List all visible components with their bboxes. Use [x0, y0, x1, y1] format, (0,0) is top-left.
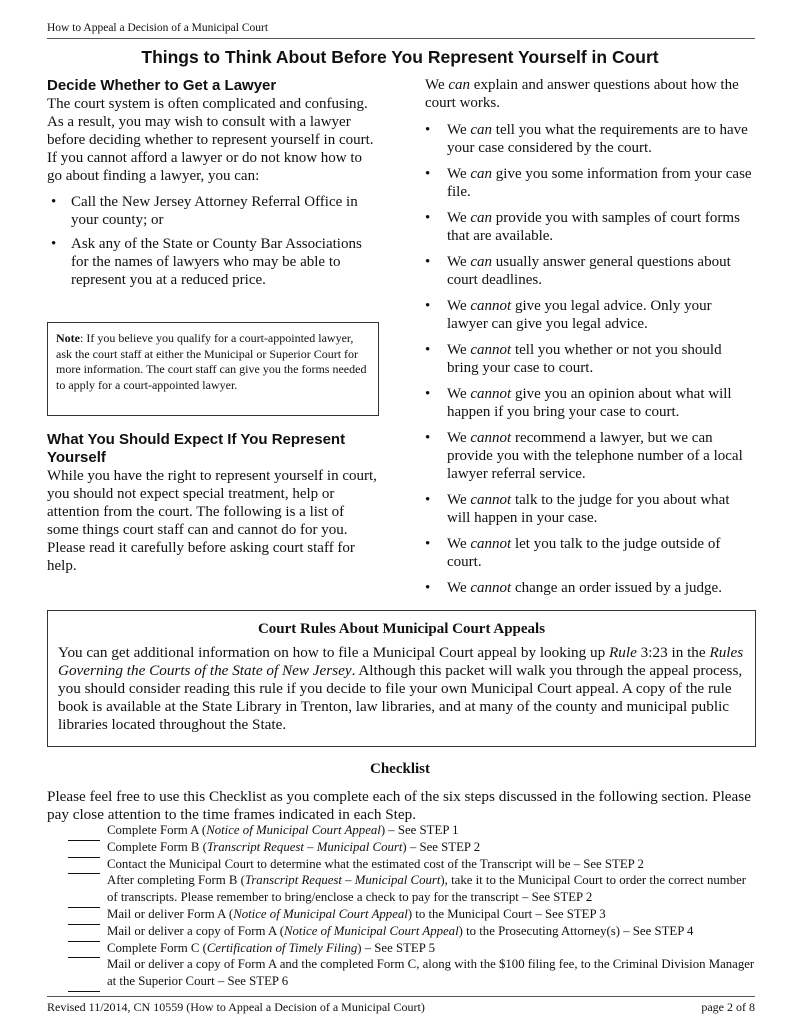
- text: give you an opinion about what will happen if you bring your case to court.: [447, 386, 732, 420]
- list-item: [425, 385, 755, 421]
- text: You can get additional information on how to file a Municipal Court appeal by looking up: [58, 644, 610, 661]
- list-item: • Ask any of the State or County Bar Associations for the names of lawyers who may be able to represent you at a reduced price.: [47, 235, 377, 289]
- list-item: [425, 165, 755, 201]
- text: provide you with samples of court forms that are available.: [447, 210, 740, 244]
- text: We: [447, 580, 471, 596]
- checklist-title: Checklist: [370, 761, 430, 777]
- text: ) to the Municipal Court – See STEP 3: [407, 906, 606, 921]
- emphasis: Notice of Municipal Court Appeal: [233, 906, 408, 921]
- text: We: [447, 210, 471, 226]
- emphasis: Notice of Municipal Court Appeal: [206, 823, 381, 837]
- footer-rule: [47, 996, 755, 997]
- list-item: [425, 121, 755, 157]
- list-item: [425, 253, 755, 289]
- emphasis: Transcript Request – Municipal Court: [206, 839, 403, 854]
- text: . Although this packet will walk you through the appeal process, you should consider reading this rule if you decide to file your own Municipal Court appeal. A copy of the rule book is available at the State Library in Trenton, law libraries, and at many of the county and municipal public libraries located throughout the State.: [58, 662, 743, 733]
- emphasis: Transcript Request – Municipal Court: [244, 873, 441, 888]
- checklist-item: [68, 906, 758, 923]
- text: ) – See STEP 1: [380, 823, 459, 837]
- list-item: • Call the New Jersey Attorney Referral Office in your county; or: [47, 193, 377, 229]
- text: We: [447, 122, 471, 138]
- emphasis: Certification of Timely Filing: [206, 940, 358, 955]
- text: We: [447, 298, 471, 314]
- text: ) – See STEP 5: [357, 940, 435, 955]
- section-heading: What You Should Expect If You Represent Yourself: [47, 431, 346, 466]
- text: We: [447, 536, 471, 552]
- right-column: [425, 76, 755, 605]
- can-cannot-list: [425, 121, 755, 597]
- note-label: Note: [56, 331, 80, 345]
- text: Mail or deliver Form A (: [107, 906, 234, 921]
- note-text: : If you believe you qualify for a court-appointed lawyer, ask the court staff at either the Municipal or Superior Court for more information. The court staff can give you the forms needed to apply for a court-appointed lawyer.: [56, 331, 367, 392]
- list-item: [425, 297, 755, 333]
- text: give you some information from your case file.: [447, 166, 752, 200]
- text: We: [447, 342, 471, 358]
- paragraph: [425, 76, 755, 112]
- emphasis: cannot: [470, 298, 512, 314]
- header-rule: [47, 38, 755, 39]
- text: We: [447, 254, 471, 270]
- emphasis: can: [448, 77, 471, 93]
- text: Complete Form C (: [107, 940, 207, 955]
- page-title: Things to Think About Before You Represent Yourself in Court: [141, 47, 659, 67]
- text: We: [447, 386, 471, 402]
- checklist-intro: Please feel free to use this Checklist as you complete each of the six steps discussed in the following section. Please pay close attention to the time frames indicated in each Step.: [47, 788, 751, 823]
- text: ) – See STEP 2: [402, 839, 481, 854]
- left-column-lower: [47, 431, 377, 575]
- list-item: [425, 535, 755, 571]
- emphasis: can: [470, 122, 493, 138]
- text: tell you whether or not you should bring your case to court.: [447, 342, 722, 376]
- list-item: [425, 429, 755, 483]
- checklist-item: [68, 940, 758, 957]
- footer-revision: Revised 11/2014, CN 10559 (How to Appeal a Decision of a Municipal Court): [47, 1000, 425, 1014]
- text: give you legal advice. Only your lawyer can give you legal advice.: [447, 298, 712, 332]
- page-number: page 2 of 8: [701, 1000, 755, 1014]
- emphasis: Rules Governing the Courts of the State of New Jersey: [58, 644, 744, 679]
- text: After completing Form B (: [107, 873, 245, 888]
- emphasis: can: [470, 210, 493, 226]
- list-item: [425, 491, 755, 527]
- emphasis: Notice of Municipal Court Appeal: [284, 923, 459, 938]
- text: We: [425, 77, 449, 93]
- checkbox-blank[interactable]: [68, 991, 100, 992]
- running-header: How to Appeal a Decision of a Municipal Court: [47, 22, 269, 34]
- checklist-item: [68, 856, 758, 873]
- list-item: [425, 579, 755, 597]
- text: recommend a lawyer, but we can provide you with the telephone number of a local lawyer referral service.: [447, 430, 743, 482]
- text: change an order issued by a judge.: [511, 580, 722, 596]
- text: talk to the judge for you about what will happen in your case.: [447, 492, 730, 526]
- text: Complete Form A (: [107, 823, 207, 837]
- paragraph: The court system is often complicated and confusing. As a result, you may wish to consult with a lawyer before deciding whether to represent yourself in court. If you cannot afford a lawyer or do not know how to go about finding a lawyer, you can:: [47, 96, 374, 184]
- list-item: [425, 341, 755, 377]
- checklist-item: [68, 956, 758, 990]
- emphasis: cannot: [470, 536, 512, 552]
- text: We: [447, 430, 471, 446]
- emphasis: can: [470, 254, 493, 270]
- text: let you talk to the judge outside of court.: [447, 536, 721, 570]
- paragraph: [58, 644, 745, 734]
- text: Mail or deliver a copy of Form A (: [107, 923, 284, 938]
- left-column: [47, 77, 377, 295]
- text: Contact the Municipal Court to determine what the estimated cost of the Transcript will be – See STEP 2: [107, 856, 644, 871]
- text: Mail or deliver a copy of Form A and the completed Form C, along with the $100 filing fee, to the Criminal Division Manager at the Superior Court – See STEP 6: [107, 957, 755, 989]
- list-item: [425, 209, 755, 245]
- checklist: [68, 822, 758, 990]
- text: tell you what the requirements are to have your case considered by the court.: [447, 122, 748, 156]
- emphasis: cannot: [470, 580, 512, 596]
- text: We: [447, 492, 471, 508]
- emphasis: cannot: [470, 430, 512, 446]
- emphasis: cannot: [470, 342, 512, 358]
- checklist-item: [68, 822, 758, 839]
- text: explain and answer questions about how the court works.: [425, 77, 739, 111]
- bullet-list: [47, 193, 377, 289]
- text: ), take it to the Municipal Court to order the correct number of transcripts. Please remember to bring/enclose a check to pay for the transcript – See STEP 2: [107, 873, 747, 905]
- text: 3:23 in the: [636, 644, 710, 661]
- text: ) to the Prosecuting Attorney(s) – See STEP 4: [458, 923, 694, 938]
- emphasis: can: [470, 166, 493, 182]
- checklist-item: [68, 839, 758, 856]
- emphasis: cannot: [470, 492, 512, 508]
- box-title: Court Rules About Municipal Court Appeals: [257, 621, 546, 637]
- checklist-item: [68, 923, 758, 940]
- note-box: [47, 322, 379, 416]
- court-rules-box: [47, 610, 756, 747]
- text: usually answer general questions about court deadlines.: [447, 254, 731, 288]
- text: We: [447, 166, 471, 182]
- section-heading: Decide Whether to Get a Lawyer: [47, 77, 277, 94]
- paragraph: While you have the right to represent yourself in court, you should not expect special treatment, help or attention from the court. The following is a list of some things court staff can and cannot do for you. Please read it carefully before asking court staff for help.: [47, 468, 377, 574]
- text: Complete Form B (: [107, 839, 207, 854]
- emphasis: cannot: [470, 386, 512, 402]
- checklist-item: [68, 872, 758, 906]
- emphasis: Rule: [609, 644, 637, 661]
